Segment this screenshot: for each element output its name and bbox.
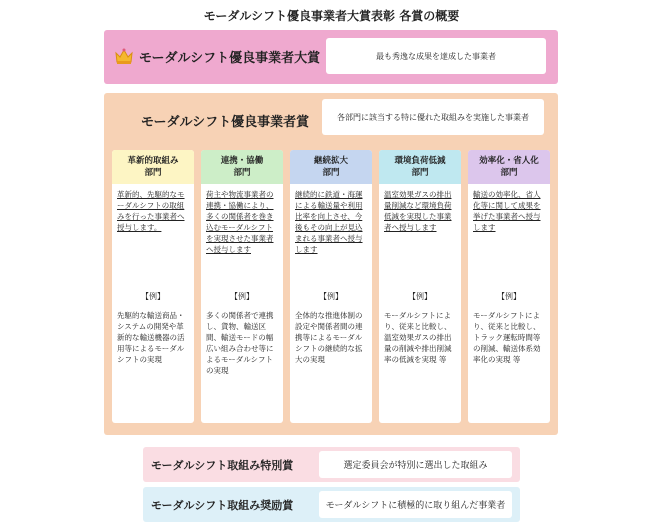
- encouragement-prize-box: [143, 487, 520, 522]
- category-title-line: 革新的取組み: [127, 156, 179, 166]
- special-prize-name: モーダルシフト取組み特別賞: [151, 459, 294, 472]
- crown-icon: [114, 47, 134, 65]
- category-collaboration: [201, 150, 283, 423]
- main-prize-name: モーダルシフト優良事業者賞: [141, 115, 310, 130]
- example-label: 【例】: [319, 292, 343, 301]
- category-description: 革新的、先駆的なモーダルシフトの取組みを行った事業者へ授与します。: [117, 190, 185, 232]
- category-example: 多くの関係者で連携し、貨物、輸送区間、輸送モードの幅広い組み合わせ等によるモーダルシフトの実現: [206, 311, 274, 375]
- category-description: 荷主や物流事業者の連携・協働により、多くの関係者を巻き込むモーダルシフトを実現させた事業者へ授与します: [206, 190, 274, 254]
- category-title-line: 部門: [322, 168, 340, 178]
- category-title-line: 連携・協働: [220, 156, 264, 166]
- example-label: 【例】: [497, 292, 521, 301]
- main-prize-description: 各部門に該当する特に優れた取組みを実施した事業者: [322, 99, 544, 135]
- category-innovative: [112, 150, 194, 423]
- example-label: 【例】: [408, 292, 432, 301]
- category-example: モーダルシフトにより、従来と比較し、トラック運転時間等の削減、輸送体系効率化の実現 等: [473, 311, 541, 364]
- category-title: [201, 150, 283, 184]
- category-example: 先駆的な輸送商品・システムの開発や革新的な輸送機器の活用等によるモーダルシフトの実現: [117, 311, 185, 364]
- category-title: [112, 150, 194, 184]
- example-label: 【例】: [141, 292, 165, 301]
- page-title: モーダルシフト優良事業者大賞表彰 各賞の概要: [203, 9, 460, 23]
- category-efficiency: [468, 150, 550, 423]
- category-description: 継続的に鉄道・海運による輸送量や利用比率を向上させ、今後もその向上が見込まれる事業者へ授与します: [295, 190, 363, 254]
- grand-prize-description: 最も秀逸な成果を達成した事業者: [326, 38, 546, 74]
- category-example: 全体的な推進体制の設定や関係者間の連携等によるモーダルシフトの継続的な拡大の実現: [295, 311, 363, 364]
- category-title: [290, 150, 372, 184]
- grand-prize-box: [104, 30, 558, 84]
- category-title-line: 部門: [500, 168, 518, 178]
- category-title-line: 継続拡大: [313, 156, 348, 166]
- special-prize-box: [143, 447, 520, 482]
- category-title-line: 効率化・省人化: [479, 156, 539, 166]
- grand-prize-name: モーダルシフト優良事業者大賞: [139, 51, 321, 66]
- category-title: [379, 150, 461, 184]
- category-title-line: 部門: [144, 168, 162, 178]
- category-title: [468, 150, 550, 184]
- category-title-line: 部門: [233, 168, 251, 178]
- encouragement-prize-description: モーダルシフトに積極的に取り組んだ事業者: [319, 491, 512, 518]
- encouragement-prize-name: モーダルシフト取組み奨励賞: [151, 499, 294, 512]
- category-title-line: 部門: [411, 168, 429, 178]
- category-environmental: [379, 150, 461, 423]
- category-continuous-expansion: [290, 150, 372, 423]
- category-example: モーダルシフトにより、従来と比較し、温室効果ガスの排出量の削減や排出削減率の低減を実現 等: [384, 311, 452, 364]
- category-description: 輸送の効率化、省人化等に関して成果を挙げた事業者へ授与します: [473, 190, 541, 232]
- main-prize-box: [104, 93, 558, 435]
- category-title-line: 環境負荷低減: [394, 156, 446, 166]
- example-label: 【例】: [230, 292, 254, 301]
- special-prize-description: 選定委員会が特別に選出した取組み: [319, 451, 512, 478]
- category-description: 温室効果ガスの排出量削減など環境負荷低減を実現した事業者へ授与します: [384, 190, 452, 232]
